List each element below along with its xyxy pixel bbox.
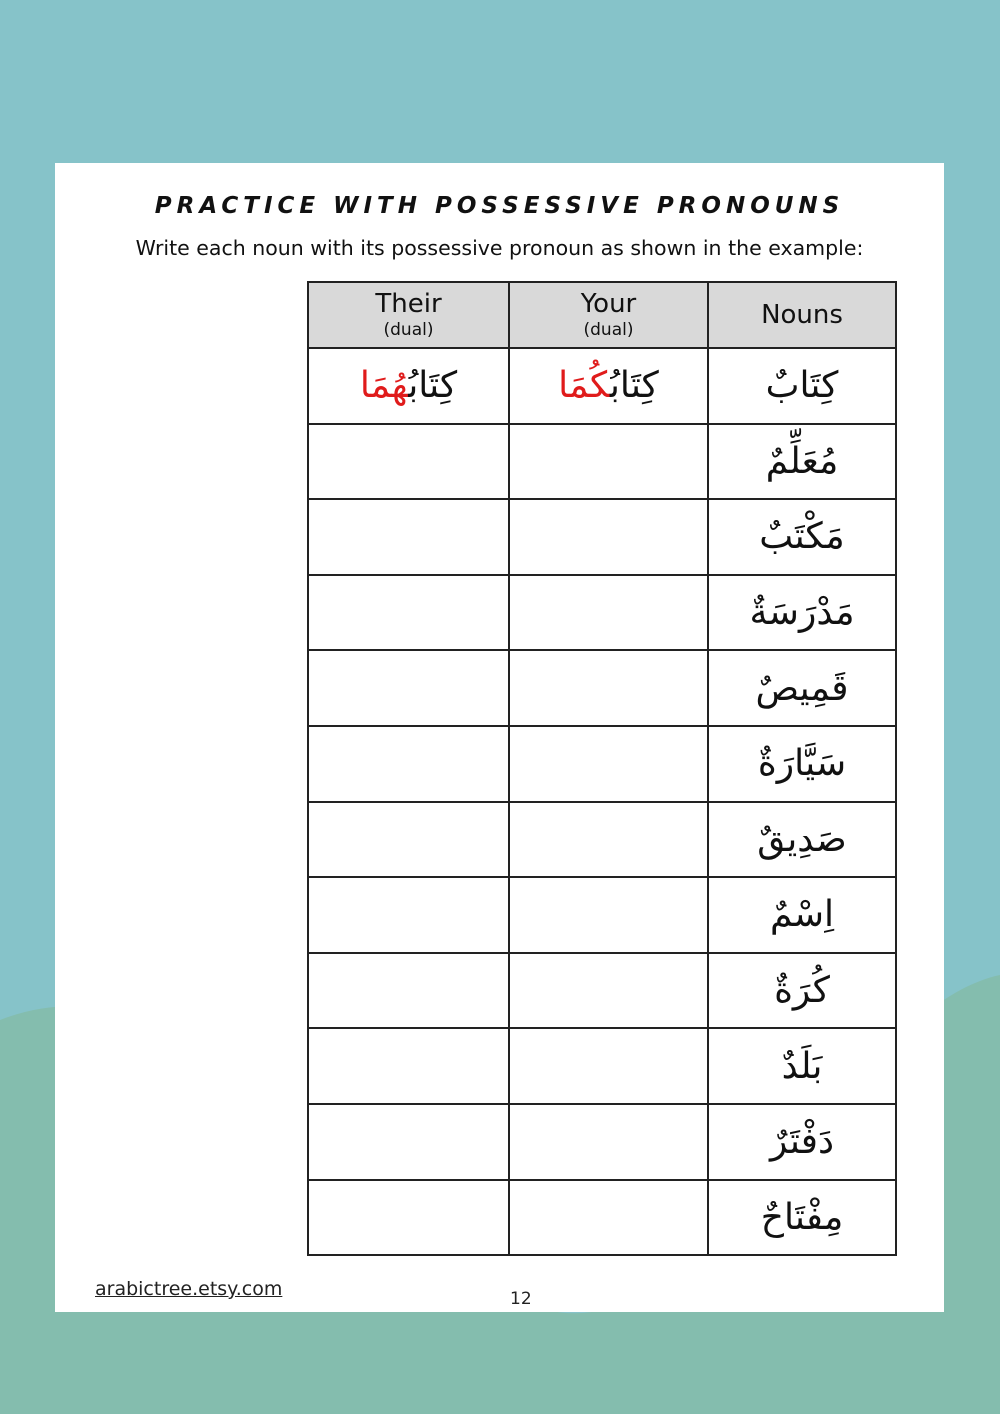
worksheet-title: PRACTICE WITH POSSESSIVE PRONOUNS <box>154 193 845 219</box>
answer-your-cell[interactable] <box>509 726 708 802</box>
noun-cell <box>708 1028 896 1104</box>
answer-their-cell[interactable] <box>308 726 509 802</box>
table-row <box>308 1104 896 1180</box>
answer-your-cell[interactable] <box>509 424 708 500</box>
header-their <box>308 282 509 348</box>
table-row <box>308 1180 896 1256</box>
answer-their-cell[interactable] <box>308 802 509 878</box>
table-row <box>308 953 896 1029</box>
table-row <box>308 802 896 878</box>
noun-cell <box>708 802 896 878</box>
header-nouns <box>708 282 896 348</box>
answer-their-cell[interactable] <box>308 953 509 1029</box>
answer-your-cell[interactable] <box>509 802 708 878</box>
noun-word: مِفْتَاحٌ <box>760 1196 844 1238</box>
table-row <box>308 424 896 500</box>
answer-their-cell[interactable] <box>308 877 509 953</box>
answer-your-cell[interactable] <box>509 1104 708 1180</box>
answer-your-cell[interactable] <box>509 575 708 651</box>
answer-their-cell[interactable] <box>308 650 509 726</box>
worksheet-instructions: Write each noun with its possessive pronoun as shown in the example: <box>135 236 864 260</box>
answer-your-cell[interactable] <box>509 499 708 575</box>
answer-your-cell[interactable] <box>509 1028 708 1104</box>
example-noun: كِتَابٌ <box>765 365 839 407</box>
possessive-pronoun-table <box>307 281 897 1256</box>
noun-cell <box>708 953 896 1029</box>
noun-word: سَيَّارَةٌ <box>757 743 847 785</box>
example-row <box>308 348 896 424</box>
example-your-cell <box>509 348 708 424</box>
noun-cell <box>708 424 896 500</box>
answer-their-cell[interactable] <box>308 1180 509 1256</box>
noun-cell <box>708 877 896 953</box>
table-row <box>308 499 896 575</box>
answer-your-cell[interactable] <box>509 953 708 1029</box>
noun-word: بَلَدٌ <box>781 1045 823 1087</box>
table-row <box>308 650 896 726</box>
header-your-note: (dual) <box>583 320 634 340</box>
noun-word: مَكْتَبٌ <box>759 516 845 558</box>
noun-word: قَمِيصٌ <box>755 667 849 709</box>
noun-cell <box>708 1104 896 1180</box>
noun-cell <box>708 499 896 575</box>
example-their-cell <box>308 348 509 424</box>
answer-your-cell[interactable] <box>509 650 708 726</box>
answer-their-cell[interactable] <box>308 424 509 500</box>
noun-word: صَدِيقٌ <box>757 818 847 860</box>
header-their-note: (dual) <box>383 320 434 340</box>
noun-cell <box>708 650 896 726</box>
table-header-row <box>308 282 896 348</box>
noun-word: مَدْرَسَةٌ <box>749 592 855 634</box>
noun-word: اِسْمٌ <box>769 894 835 936</box>
answer-your-cell[interactable] <box>509 877 708 953</box>
example-your-stem: كِتَابُ <box>609 365 659 407</box>
example-their-stem: كِتَابُ <box>408 365 458 407</box>
noun-word: مُعَلِّمٌ <box>765 440 839 482</box>
noun-word: كُرَةٌ <box>774 970 830 1012</box>
header-your <box>509 282 708 348</box>
table-row <box>308 877 896 953</box>
example-your-word <box>558 365 659 406</box>
header-their-label: Their <box>375 289 442 319</box>
table-row <box>308 726 896 802</box>
answer-your-cell[interactable] <box>509 1180 708 1256</box>
table-row <box>308 575 896 651</box>
header-your-label: Your <box>580 289 637 319</box>
shop-link[interactable]: arabictree.etsy.com <box>95 1278 283 1300</box>
header-nouns-label: Nouns <box>761 300 843 330</box>
page-number: 12 <box>510 1289 532 1309</box>
noun-word: دَفْتَرٌ <box>770 1121 834 1163</box>
noun-cell <box>708 1180 896 1256</box>
answer-their-cell[interactable] <box>308 1028 509 1104</box>
worksheet-page <box>55 163 944 1312</box>
example-their-suffix: هُمَا <box>359 365 409 407</box>
answer-their-cell[interactable] <box>308 499 509 575</box>
answer-their-cell[interactable] <box>308 1104 509 1180</box>
example-your-suffix: كُمَا <box>558 365 610 407</box>
example-their-word <box>360 365 457 406</box>
noun-cell <box>708 726 896 802</box>
answer-their-cell[interactable] <box>308 575 509 651</box>
noun-cell <box>708 575 896 651</box>
table-row <box>308 1028 896 1104</box>
example-noun-cell <box>708 348 896 424</box>
